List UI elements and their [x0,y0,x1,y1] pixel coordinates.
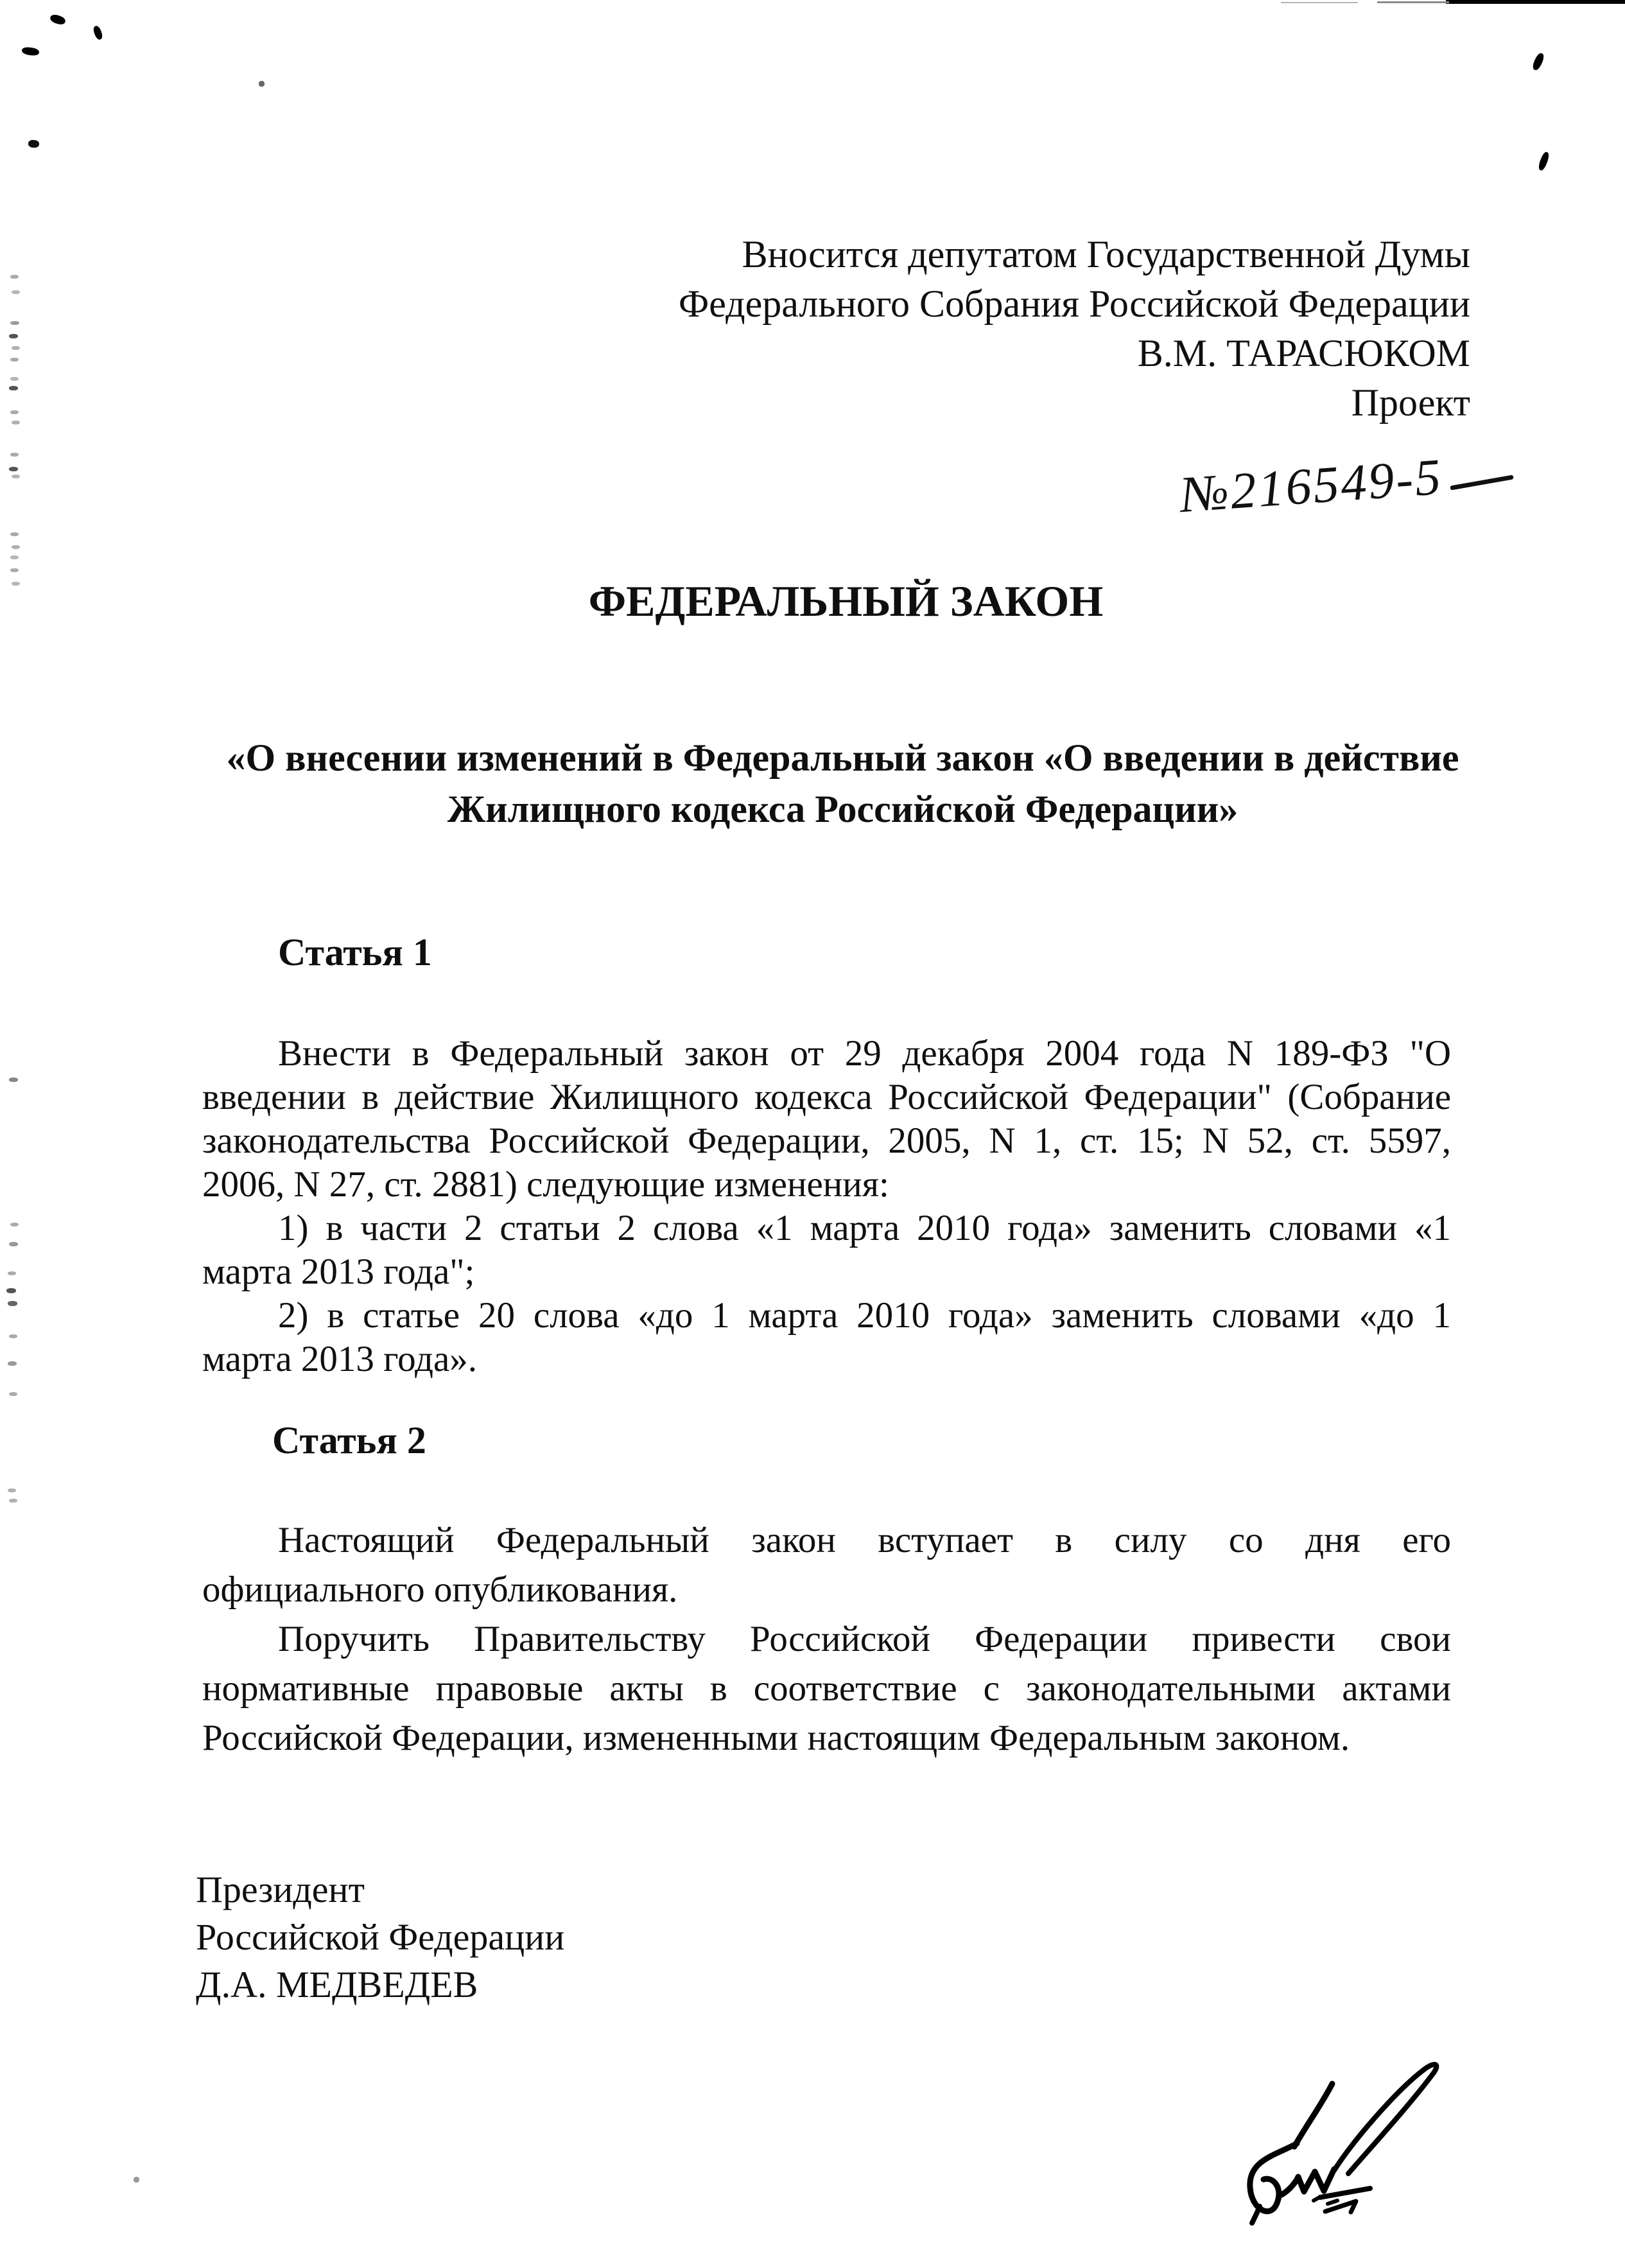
scan-speck [10,275,19,279]
text-line: Президент [196,1869,365,1910]
scan-speck [49,13,67,26]
scan-edge-line [1446,0,1625,4]
article-1-body [202,1032,1451,1381]
scan-speck [9,386,18,390]
scan-speck [12,475,20,478]
text-line: марта 2013 года». [202,1339,478,1379]
scan-speck [1531,52,1545,71]
text-line: 1) в части 2 статьи 2 слова «1 марта 2010 года» заменить словами «1 [278,1208,1451,1248]
scan-speck [9,1077,18,1082]
scan-speck [9,334,18,338]
scan-speck [12,582,20,586]
scan-speck [10,568,19,572]
scan-speck [10,555,19,559]
document-subtitle [202,732,1483,835]
text-line: Федерального Собрания Российской Федерации [678,283,1470,325]
text-line: 2006, N 27, ст. 2881) следующие изменения: [202,1164,889,1205]
scan-speck [28,139,40,148]
article-2-body [202,1515,1451,1763]
scan-speck [92,25,104,40]
scan-speck [9,1499,17,1503]
text-line: официального опубликования. [202,1569,678,1610]
scan-speck [8,1361,17,1366]
text-line: нормативные правовые акты в соответствие с законодательными актами [202,1668,1451,1709]
article-1-heading: Статья 1 [278,931,432,973]
text-line: Настоящий Федеральный закон вступает в силу со дня его [278,1520,1451,1560]
scan-speck [6,1288,16,1293]
handwritten-bill-number: №216549-5 [1178,448,1445,524]
scan-speck [21,46,39,57]
scan-speck [9,1242,18,1246]
scan-speck [1537,151,1551,171]
scan-edge-line [1281,2,1358,3]
scan-speck [10,358,19,362]
article-2-heading: Статья 2 [272,1419,426,1461]
text-line: законодательства Российской Федерации, 2005, N 1, ст. 15; N 52, ст. 5597, [202,1121,1451,1161]
text-line: Внести в Федеральный закон от 29 декабря 2004 года N 189-ФЗ "О [278,1033,1451,1074]
text-line: Российской Федерации [196,1916,565,1958]
scan-speck [10,532,19,536]
scan-speck [10,1223,19,1226]
handwritten-overbar [1450,475,1514,490]
scan-speck [8,1301,17,1306]
scan-speck [8,1488,16,1492]
text-line: Д.А. МЕДВЕДЕВ [196,1964,478,2005]
scan-speck [9,1334,17,1338]
scan-speck [12,545,20,549]
scan-speck [12,290,20,294]
scan-speck [12,421,20,424]
text-line: введении в действие Жилищного кодекса Российской Федерации" (Собрание [202,1077,1451,1117]
scan-speck [8,1271,16,1275]
scan-speck [9,1392,17,1396]
scan-speck [10,377,19,381]
submitter-header [679,230,1470,428]
text-line: Российской Федерации, измененными настоящим Федеральным законом. [202,1718,1350,1758]
text-line: «О внесении изменений в Федеральный закон «О введении в действие [226,737,1459,779]
text-line: Вносится депутатом Государственной Думы [742,233,1470,275]
text-line: Жилищного кодекса Российской Федерации» [447,788,1238,830]
document-title: ФЕДЕРАЛЬНЫЙ ЗАКОН [588,577,1104,625]
scan-speck [259,81,265,87]
scan-speck [134,2177,139,2183]
scan-speck [10,410,19,414]
handwritten-signature-scribble [1188,2042,1509,2268]
signature-block [196,1866,564,2009]
text-line: В.М. ТАРАСЮКОМ [1137,332,1470,374]
scan-speck [10,321,19,325]
scan-speck [10,453,19,457]
text-line: марта 2013 года"; [202,1252,475,1292]
text-line: Поручить Правительству Российской Федерации привести свои [278,1619,1451,1659]
scan-speck [9,467,18,471]
text-line: Проект [1351,381,1470,424]
scan-edge-line [1377,1,1449,3]
scan-speck [12,346,20,350]
text-line: 2) в статье 20 слова «до 1 марта 2010 года» заменить словами «до 1 [278,1295,1451,1336]
